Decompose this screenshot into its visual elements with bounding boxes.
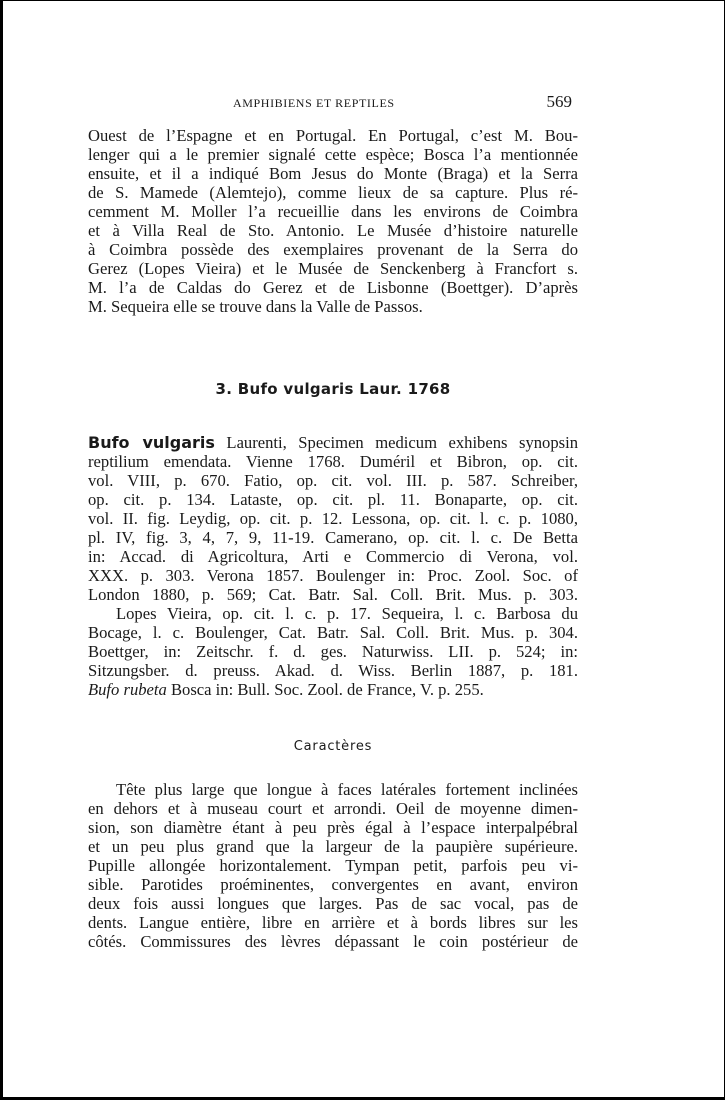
intro-paragraph — [88, 126, 578, 316]
page-header — [88, 92, 572, 114]
species-name: Bufo vulgaris — [88, 433, 215, 452]
page-number: 569 — [546, 92, 572, 111]
text-line: et un peu plus grand que la largeur de la paupière supérieure. — [88, 837, 578, 856]
text-line — [88, 680, 578, 699]
text-line: op. cit. p. 134. Lataste, op. cit. pl. 11. Bonaparte, op. cit. — [88, 490, 578, 509]
text-line: in: Accad. di Agricoltura, Arti e Commercio di Verona, vol. — [88, 547, 578, 566]
text-line: Boettger, in: Zeitschr. f. d. ges. Naturwiss. LII. p. 524; in: — [88, 642, 578, 661]
synonymy-paragraph — [88, 433, 578, 699]
characters-heading: Caractères — [293, 739, 373, 754]
synonym-name: Bufo rubeta — [88, 680, 167, 699]
text-line: vol. VIII, p. 670. Fatio, op. cit. vol. III. p. 587. Schreiber, — [88, 471, 578, 490]
text-line: à Coimbra possède des exemplaires provenant de la Serra do — [88, 240, 578, 259]
text-line: Gerez (Lopes Vieira) et le Musée de Senckenberg à Francfort s. — [88, 259, 578, 278]
text-line: London 1880, p. 569; Cat. Batr. Sal. Coll. Brit. Mus. p. 303. — [88, 585, 578, 604]
text-line: pl. IV, fig. 3, 4, 7, 9, 11-19. Camerano, op. cit. l. c. De Betta — [88, 528, 578, 547]
text-span: Bosca in: Bull. Soc. Zool. de France, V. p. 255. — [166, 680, 484, 699]
text-line: M. l’a de Caldas do Gerez et de Lisbonne (Boettger). D’après — [88, 278, 578, 297]
text-span: Laurenti, Specimen medicum exhibens synopsin — [214, 433, 578, 452]
text-line: Bocage, l. c. Boulenger, Cat. Batr. Sal. Coll. Brit. Mus. p. 304. — [88, 623, 578, 642]
text-line: lenger qui a le premier signalé cette espèce; Bosca l’a mentionnée — [88, 145, 578, 164]
text-line: Tête plus large que longue à faces latérales fortement inclinées — [116, 780, 578, 799]
text-line: côtés. Commissures des lèvres dépassant le coin postérieur de — [88, 932, 578, 951]
text-line: reptilium emendata. Vienne 1768. Duméril et Bibron, op. cit. — [88, 452, 578, 471]
running-head: AMPHIBIENS ET REPTILES — [233, 96, 395, 110]
text-line: et à Villa Real de Sto. Antonio. Le Musée d’histoire naturelle — [88, 221, 578, 240]
text-line — [88, 433, 578, 452]
text-line: Ouest de l’Espagne et en Portugal. En Portugal, c’est M. Bou- — [88, 126, 578, 145]
text-line: en dehors et à museau court et arrondi. Oeil de moyenne dimen- — [88, 799, 578, 818]
text-line: vol. II. fig. Leydig, op. cit. p. 12. Lessona, op. cit. l. c. p. 1080, — [88, 509, 578, 528]
text-line: sion, son diamètre étant à peu près égal à l’espace interpalpébral — [88, 818, 578, 837]
characters-paragraph — [88, 780, 578, 951]
text-line: XXX. p. 303. Verona 1857. Boulenger in: Proc. Zool. Soc. of — [88, 566, 578, 585]
text-line: cemment M. Moller l’a recueillie dans les environs de Coimbra — [88, 202, 578, 221]
species-heading: 3. Bufo vulgaris Laur. 1768 — [215, 380, 451, 398]
text-line: M. Sequeira elle se trouve dans la Valle de Passos. — [88, 297, 423, 316]
text-line: deux fois aussi longues que larges. Pas de sac vocal, pas de — [88, 894, 578, 913]
text-line: dents. Langue entière, libre en arrière et à bords libres sur les — [88, 913, 578, 932]
text-line: Pupille allongée horizontalement. Tympan petit, parfois peu vi- — [88, 856, 578, 875]
text-line: Lopes Vieira, op. cit. l. c. p. 17. Sequeira, l. c. Barbosa du — [116, 604, 578, 623]
text-line: de S. Mamede (Alemtejo), comme lieux de sa capture. Plus ré- — [88, 183, 578, 202]
text-line: ensuite, et il a indiqué Bom Jesus do Monte (Braga) et la Serra — [88, 164, 578, 183]
text-line: sible. Parotides proéminentes, convergentes en avant, environ — [88, 875, 578, 894]
text-line: Sitzungsber. d. preuss. Akad. d. Wiss. Berlin 1887, p. 181. — [88, 661, 578, 680]
